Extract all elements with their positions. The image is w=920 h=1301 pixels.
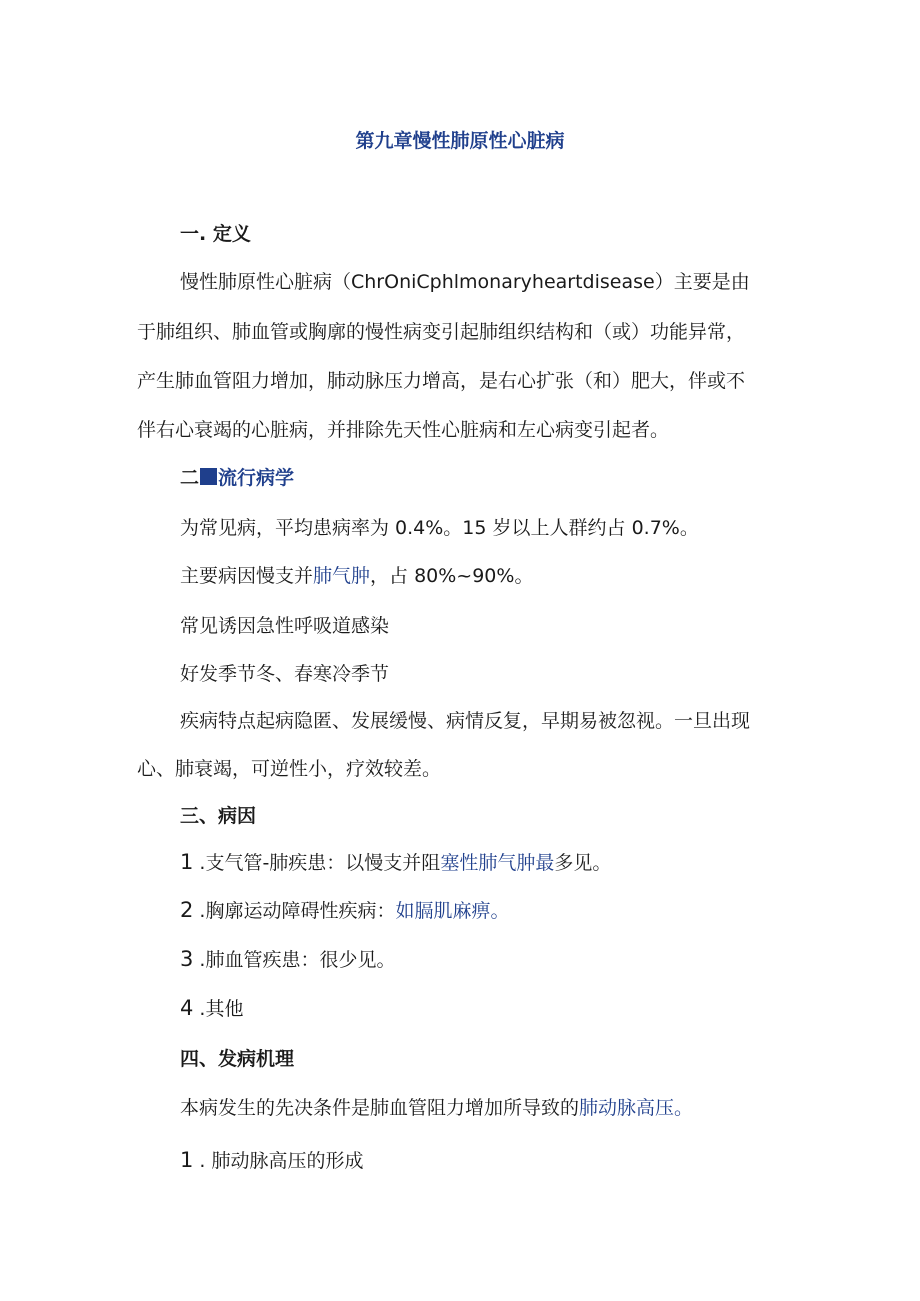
text-segment: 多见。 — [554, 852, 612, 874]
text-segment: .其他 — [193, 998, 244, 1020]
section-heading-definition: 一. 定义 — [180, 223, 251, 245]
section-heading-epidemiology — [180, 463, 294, 490]
paragraph-line: 为常见病，平均患病率为 0.4%。15 岁以上人群约占 0.7%。 — [180, 517, 699, 539]
paragraph-line — [180, 561, 533, 588]
term-link[interactable]: 肺气肿 — [313, 565, 371, 587]
paragraph-line: 于肺组织、肺血管或胸廓的慢性病变引起肺组织结构和（或）功能异常， — [137, 321, 746, 343]
page-title: 第九章慢性肺原性心脏病 — [355, 130, 565, 152]
paragraph-line: 伴右心衰竭的心脏病，并排除先天性心脏病和左心病变引起者。 — [137, 419, 670, 441]
list-item — [180, 896, 509, 923]
term-link[interactable]: 如膈肌麻痹。 — [395, 900, 510, 922]
paragraph-line — [180, 1093, 693, 1120]
square-bullet-icon — [200, 468, 217, 485]
list-number: 3 — [180, 947, 194, 971]
list-number: 1 — [180, 850, 194, 874]
list-item — [180, 848, 611, 875]
list-number: 1 — [180, 1148, 194, 1172]
term-link[interactable]: 肺动脉高压。 — [579, 1097, 694, 1119]
paragraph-line: 心、肺衰竭，可逆性小，疗效较差。 — [137, 758, 442, 780]
term-link[interactable]: 塞性肺气肿最 — [440, 852, 555, 874]
section-heading-etiology: 三、病因 — [180, 805, 257, 827]
paragraph-line: 疾病特点起病隐匿、发展缓慢、病情反复，早期易被忽视。一旦出现 — [180, 710, 751, 732]
text-segment: .胸廓运动障碍性疾病： — [193, 900, 396, 922]
list-number: 2 — [180, 898, 194, 922]
section-heading-pathogenesis: 四、发病机理 — [180, 1048, 295, 1070]
list-item — [180, 994, 243, 1021]
paragraph-line: 常见诱因急性呼吸道感染 — [180, 615, 390, 637]
text-segment: .肺血管疾患：很少见。 — [193, 949, 396, 971]
list-number: 4 — [180, 996, 194, 1020]
text-segment: .支气管-肺疾患：以慢支并阻 — [193, 852, 441, 874]
text-segment: 主要病因慢支并 — [180, 565, 314, 587]
text-segment: . 肺动脉高压的形成 — [193, 1150, 364, 1172]
text-segment: ，占 80%~90%。 — [370, 565, 534, 587]
heading-number: 二 — [180, 467, 200, 489]
text-segment: 本病发生的先决条件是肺血管阻力增加所导致的 — [180, 1097, 580, 1119]
heading-text: 流行病学 — [218, 467, 295, 489]
paragraph-line: 好发季节冬、春寒冷季节 — [180, 663, 390, 685]
paragraph-line: 产生肺血管阻力增加，肺动脉压力增高，是右心扩张（和）肥大，伴或不 — [137, 370, 746, 392]
list-item — [180, 945, 395, 972]
list-item — [180, 1146, 364, 1173]
paragraph-line: 慢性肺原性心脏病（ChrOniCphlmonaryheartdisease）主要是由 — [180, 271, 750, 293]
